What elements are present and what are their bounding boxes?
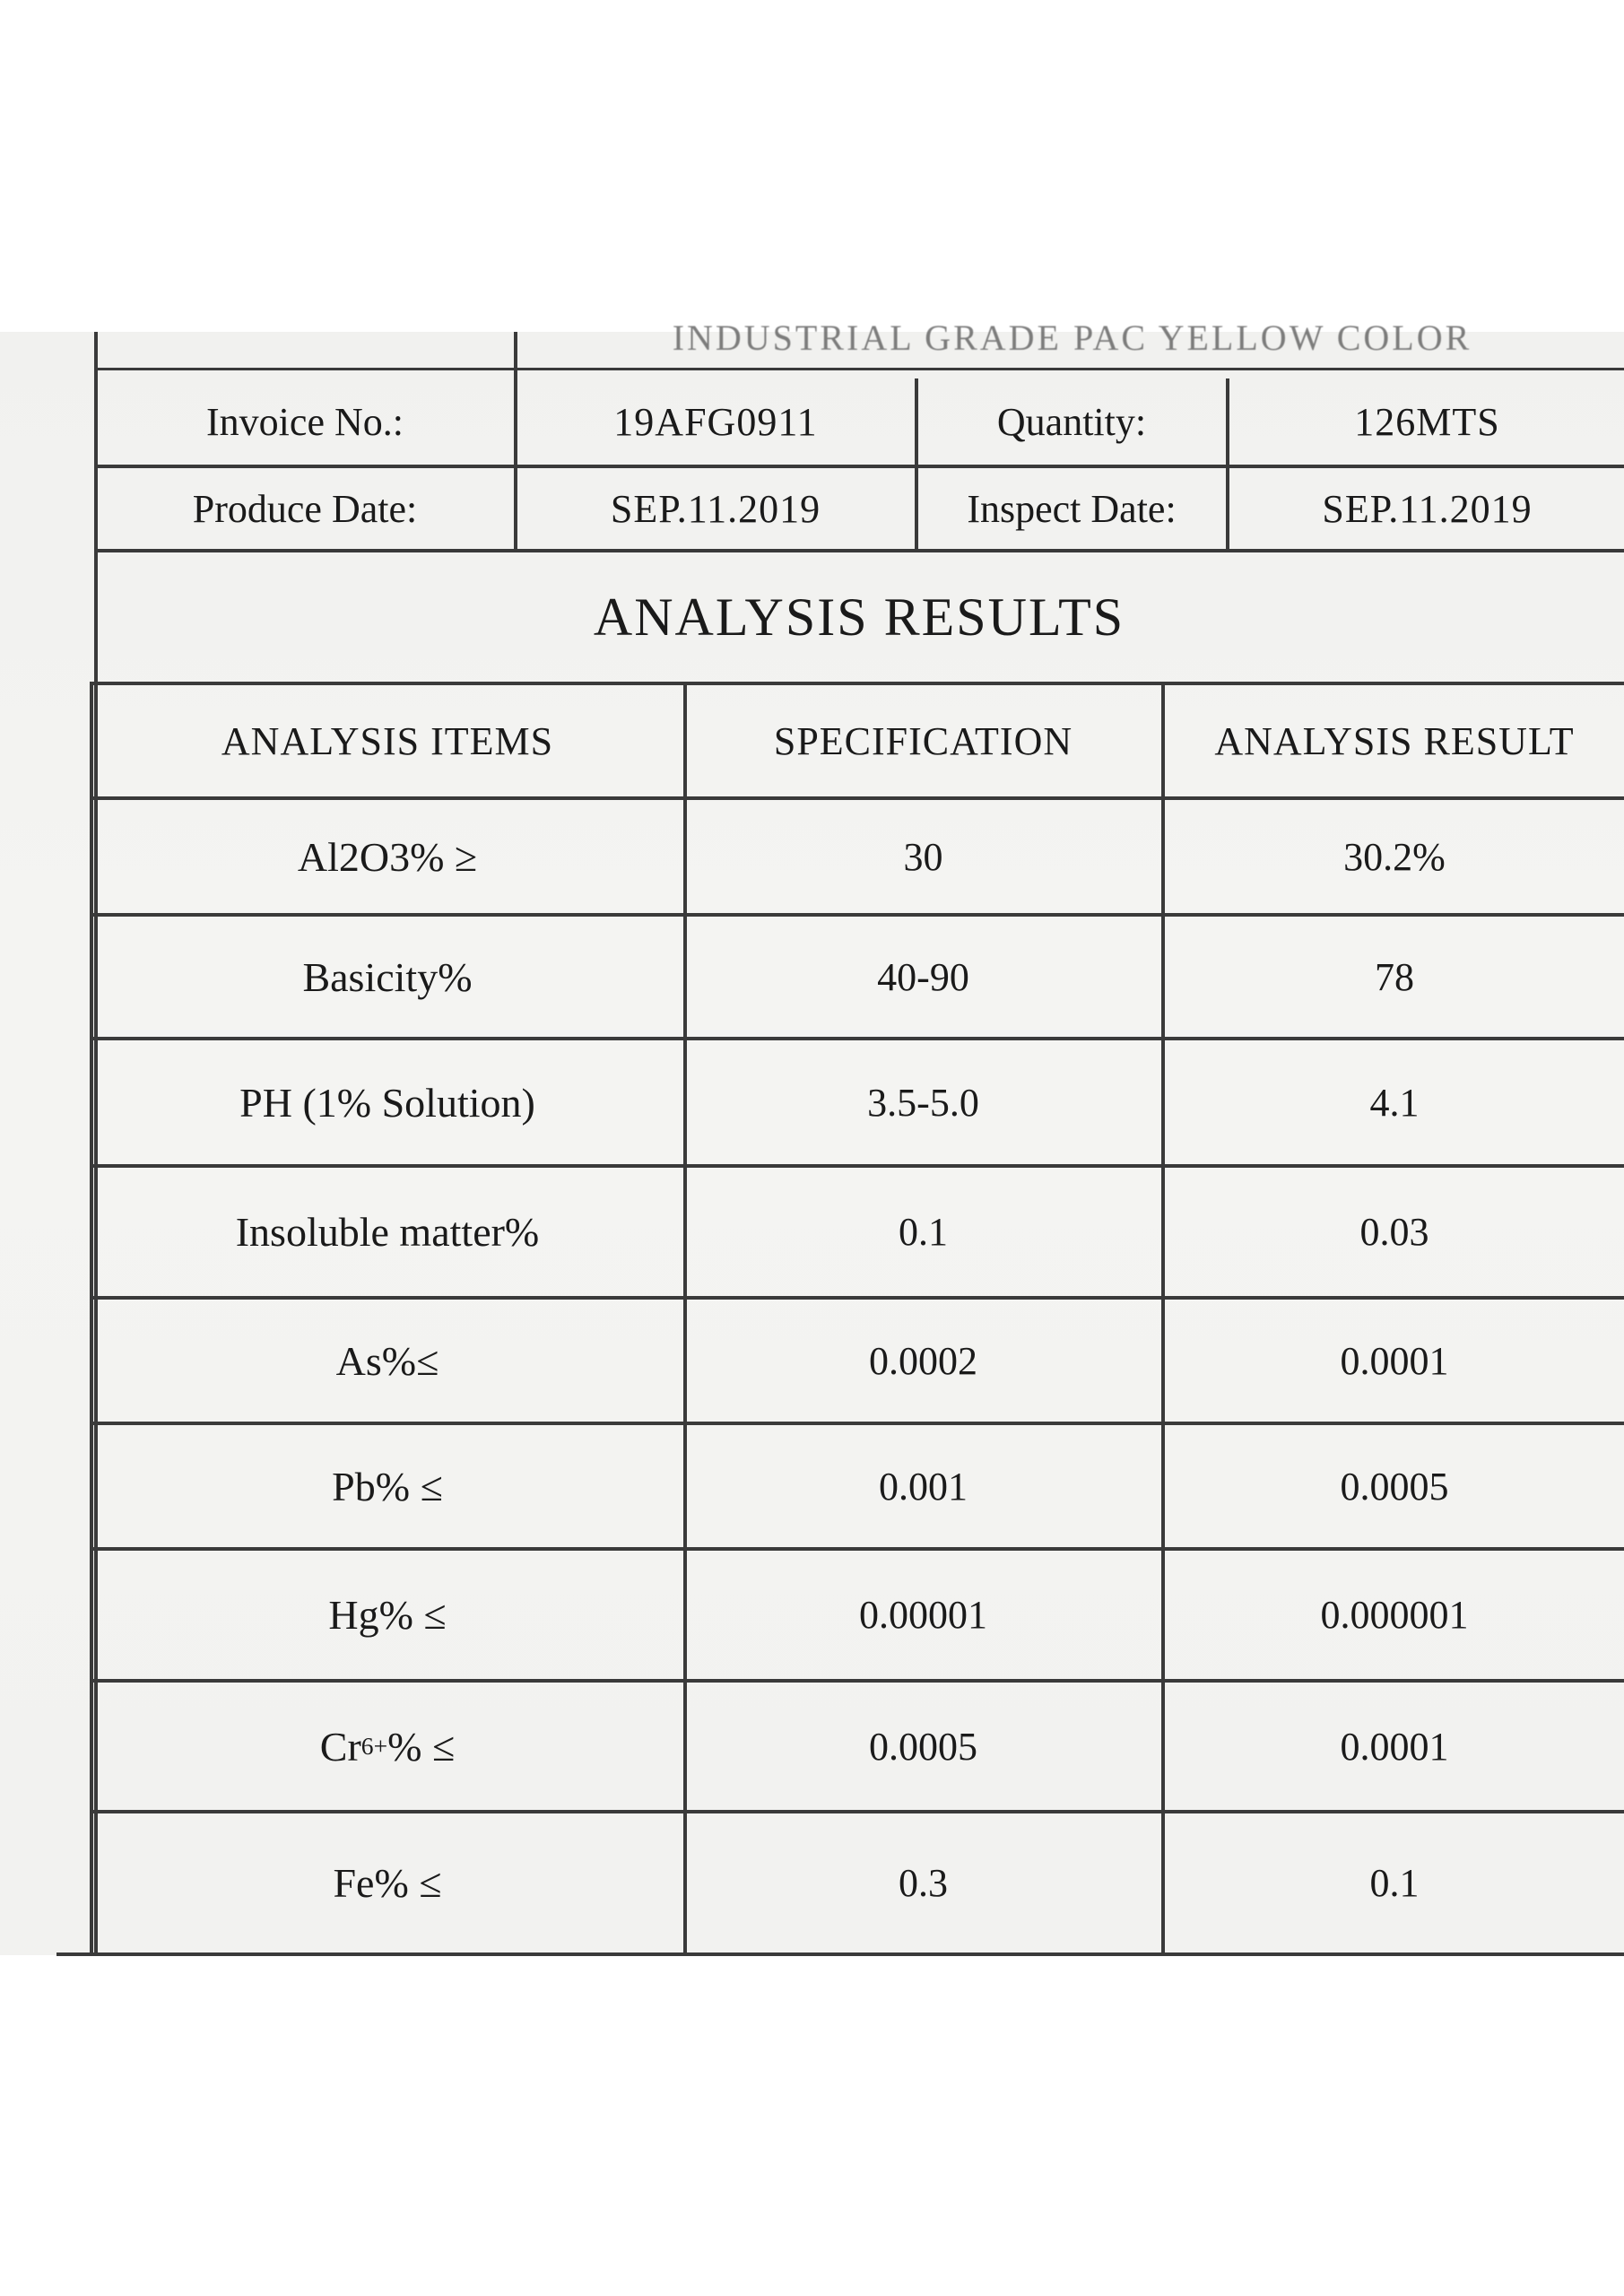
invoice-label: Invoice No.: bbox=[206, 399, 404, 444]
section-title: ANALYSIS RESULTS bbox=[593, 587, 1125, 647]
invoice-value: 19AFG0911 bbox=[613, 399, 818, 444]
analysis-item-superscript: 6+ bbox=[360, 1732, 388, 1760]
result-value: 0.0001 bbox=[1340, 1338, 1449, 1383]
result-value: 0.0001 bbox=[1340, 1724, 1449, 1769]
specification-value: 0.1 bbox=[899, 1210, 948, 1254]
column-header-items: ANALYSIS ITEMS bbox=[221, 718, 554, 763]
inspect-date-value: SEP.11.2019 bbox=[1322, 486, 1533, 531]
specification-value: 0.00001 bbox=[859, 1593, 987, 1637]
specification-value: 0.0005 bbox=[869, 1724, 977, 1769]
column-divider bbox=[514, 332, 517, 549]
produce-date-label: Produce Date: bbox=[192, 486, 418, 531]
quantity-value: 126MTS bbox=[1354, 399, 1500, 444]
analysis-item: Basicity% bbox=[302, 953, 473, 1000]
specification-value: 40-90 bbox=[877, 954, 969, 999]
column-divider bbox=[1226, 378, 1229, 549]
product-description-value: INDUSTRIAL GRADE PAC YELLOW COLOR bbox=[672, 317, 1472, 358]
produce-date-value: SEP.11.2019 bbox=[610, 486, 821, 531]
specification-value: 0.3 bbox=[899, 1861, 948, 1905]
analysis-item: Al2O3% ≥ bbox=[297, 833, 478, 880]
column-divider bbox=[915, 378, 918, 549]
analysis-item-base: Cr bbox=[319, 1723, 361, 1770]
specification-value: 0.001 bbox=[879, 1464, 968, 1509]
result-value: 0.03 bbox=[1359, 1210, 1429, 1254]
analysis-item: Pb% ≤ bbox=[332, 1463, 443, 1509]
result-value: 78 bbox=[1375, 954, 1414, 999]
row-divider bbox=[94, 368, 1624, 370]
column-header-result: ANALYSIS RESULT bbox=[1214, 718, 1575, 763]
analysis-item: Insoluble matter% bbox=[235, 1209, 540, 1255]
result-value: 0.000001 bbox=[1320, 1593, 1469, 1637]
column-header-specification: SPECIFICATION bbox=[773, 718, 1073, 763]
table-bottom-border bbox=[56, 1952, 1624, 1956]
result-value: 0.0005 bbox=[1340, 1464, 1449, 1509]
analysis-item: As%≤ bbox=[335, 1337, 439, 1384]
specification-value: 30 bbox=[903, 834, 943, 879]
inspect-date-label: Inspect Date: bbox=[967, 486, 1177, 531]
analysis-item: Hg% ≤ bbox=[328, 1592, 447, 1638]
result-value: 30.2% bbox=[1343, 834, 1446, 879]
quantity-label: Quantity: bbox=[996, 399, 1147, 444]
analysis-item: PH (1% Solution) bbox=[239, 1079, 535, 1126]
certificate-sheet bbox=[0, 317, 1624, 1955]
analysis-item: Fe% ≤ bbox=[333, 1860, 442, 1906]
result-value: 4.1 bbox=[1369, 1080, 1420, 1125]
analysis-item-suffix: % ≤ bbox=[387, 1723, 456, 1770]
specification-value: 0.0002 bbox=[869, 1338, 977, 1383]
specification-value: 3.5-5.0 bbox=[867, 1080, 979, 1125]
result-value: 0.1 bbox=[1369, 1861, 1420, 1905]
analysis-item bbox=[93, 1683, 682, 1810]
